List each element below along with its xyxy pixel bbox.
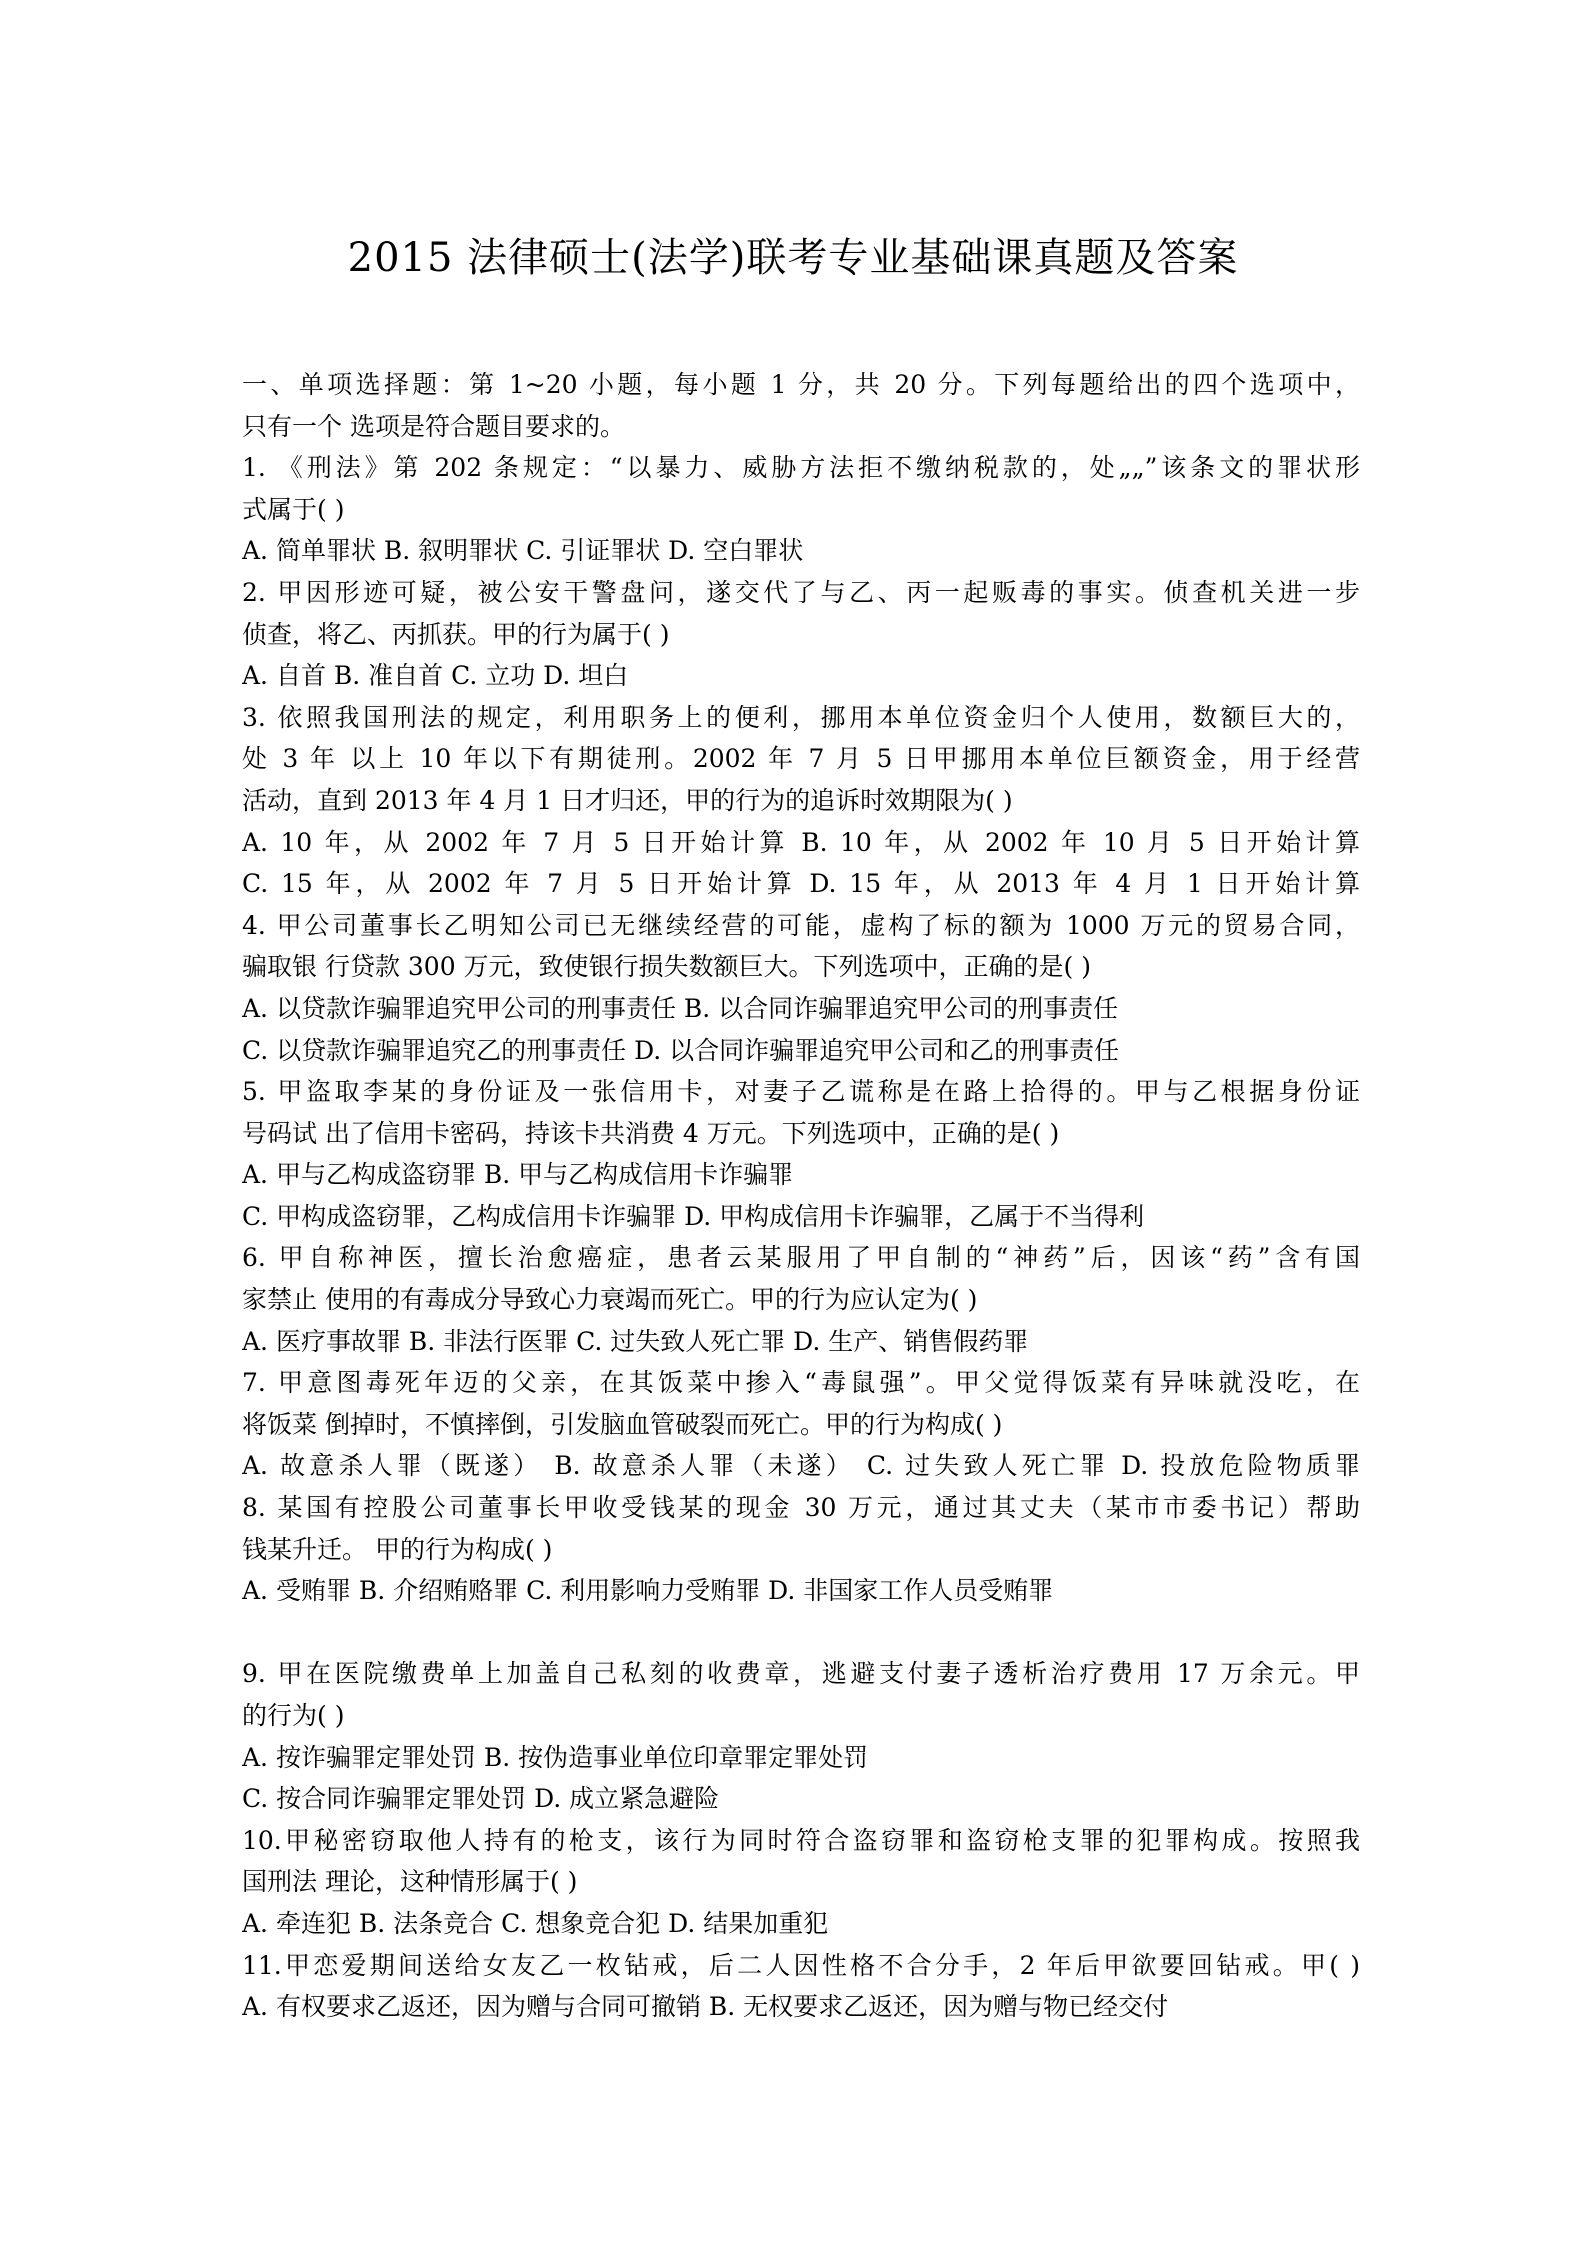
text-line: 11.甲恋爱期间送给女友乙一枚钻戒，后二人因性格不合分手，2 年后甲欲要回钻戒。甲( ) bbox=[242, 1950, 1360, 1980]
document-title: 2015 法律硕士(法学)联考专业基础课真题及答案 bbox=[347, 234, 1239, 281]
text-line: A. 以贷款诈骗罪追究甲公司的刑事责任 B. 以合同诈骗罪追究甲公司的刑事责任 bbox=[242, 993, 1119, 1023]
text-line: 2. 甲因形迹可疑，被公安干警盘问，遂交代了与乙、丙一起贩毒的事实。侦查机关进一步 bbox=[242, 577, 1360, 607]
text-line: C. 15 年，从 2002 年 7 月 5 日开始计算 D. 15 年，从 2013 年 4 月 1 日开始计算 bbox=[242, 869, 1360, 899]
text-line: A. 牵连犯 B. 法条竞合 C. 想象竞合犯 D. 结果加重犯 bbox=[242, 1908, 829, 1938]
text-line: 处 3 年 以上 10 年以下有期徒刑。2002 年 7 月 5 日甲挪用本单位巨额资金，用于经营 bbox=[242, 744, 1360, 774]
text-line: A. 按诈骗罪定罪处罚 B. 按伪造事业单位印章罪定罪处罚 bbox=[242, 1742, 869, 1772]
text-line: 9. 甲在医院缴费单上加盖自己私刻的收费章，逃避支付妻子透析治疗费用 17 万余元。甲 bbox=[242, 1659, 1360, 1689]
text-line: 活动，直到 2013 年 4 月 1 日才归还，甲的行为的追诉时效期限为( ) bbox=[242, 785, 1013, 815]
text-line: C. 按合同诈骗罪定罪处罚 D. 成立紧急避险 bbox=[242, 1784, 720, 1814]
text-line: 8. 某国有控股公司董事长甲收受钱某的现金 30 万元，通过其丈夫（某市市委书记）帮助 bbox=[242, 1493, 1360, 1523]
text-line: A. 10 年，从 2002 年 7 月 5 日开始计算 B. 10 年，从 2002 年 10 月 5 日开始计算 bbox=[242, 827, 1360, 857]
text-line: 一、单项选择题：第 1~20 小题，每小题 1 分，共 20 分。下列每题给出的四个选项中， bbox=[242, 370, 1360, 399]
text-line: 只有一个 选项是符合题目要求的。 bbox=[242, 411, 625, 441]
text-line: A. 简单罪状 B. 叙明罪状 C. 引证罪状 D. 空白罪状 bbox=[242, 536, 804, 566]
text-line: 侦查，将乙、丙抓获。甲的行为属于( ) bbox=[242, 619, 670, 649]
text-line: 骗取银 行贷款 300 万元，致使银行损失数额巨大。下列选项中，正确的是( ) bbox=[242, 952, 1092, 982]
text-line: 国刑法 理论，这种情形属于( ) bbox=[242, 1867, 578, 1897]
blank-line bbox=[242, 1612, 1360, 1654]
text-line: A. 有权要求乙返还，因为赠与合同可撤销 B. 无权要求乙返还，因为赠与物已经交付 bbox=[242, 1992, 1169, 2022]
text-line: C. 以贷款诈骗罪追究乙的刑事责任 D. 以合同诈骗罪追究甲公司和乙的刑事责任 bbox=[242, 1035, 1120, 1065]
text-line: 7. 甲意图毒死年迈的父亲，在其饭菜中掺入“毒鼠强”。甲父觉得饭菜有异味就没吃，在 bbox=[242, 1368, 1360, 1398]
text-line: 6. 甲自称神医，擅长治愈癌症，患者云某服用了甲自制的“神药”后，因该“药”含有国 bbox=[242, 1243, 1360, 1273]
text-line: C. 甲构成盗窃罪，乙构成信用卡诈骗罪 D. 甲构成信用卡诈骗罪，乙属于不当得利 bbox=[242, 1201, 1145, 1231]
text-line: 1. 《刑法》第 202 条规定：“以暴力、威胁方法拒不缴纳税款的，处„„”该条文的罪状形 bbox=[242, 453, 1360, 483]
text-line: A. 甲与乙构成盗窃罪 B. 甲与乙构成信用卡诈骗罪 bbox=[242, 1160, 794, 1190]
text-line: A. 受贿罪 B. 介绍贿赂罪 C. 利用影响力受贿罪 D. 非国家工作人员受贿罪 bbox=[242, 1576, 1054, 1606]
text-line: 将饭菜 倒掉时，不慎摔倒，引发脑血管破裂而死亡。甲的行为构成( ) bbox=[242, 1409, 1003, 1439]
text-line: A. 自首 B. 准自首 C. 立功 D. 坦白 bbox=[242, 661, 629, 691]
text-line: 3. 依照我国刑法的规定，利用职务上的便利，挪用本单位资金归个人使用，数额巨大的， bbox=[242, 702, 1360, 732]
text-line: 式属于( ) bbox=[242, 494, 345, 524]
text-line: 家禁止 使用的有毒成分导致心力衰竭而死亡。甲的行为应认定为( ) bbox=[242, 1285, 978, 1315]
text-line: 4. 甲公司董事长乙明知公司已无继续经营的可能，虚构了标的额为 1000 万元的贸易合同， bbox=[242, 910, 1360, 940]
text-line: A. 医疗事故罪 B. 非法行医罪 C. 过失致人死亡罪 D. 生产、销售假药罪 bbox=[242, 1326, 1029, 1356]
text-line: 号码试 出了信用卡密码，持该卡共消费 4 万元。下列选项中，正确的是( ) bbox=[242, 1118, 1060, 1148]
text-line: 钱某升迁。 甲的行为构成( ) bbox=[242, 1534, 553, 1564]
document-body bbox=[242, 364, 1360, 2028]
text-line: 的行为( ) bbox=[242, 1701, 345, 1730]
text-line: A. 故意杀人罪（既遂） B. 故意杀人罪（未遂） C. 过失致人死亡罪 D. 投放危险物质罪 bbox=[242, 1451, 1360, 1481]
text-line: 10.甲秘密窃取他人持有的枪支，该行为同时符合盗窃罪和盗窃枪支罪的犯罪构成。按照我 bbox=[242, 1825, 1360, 1855]
text-line: 5. 甲盗取李某的身份证及一张信用卡，对妻子乙谎称是在路上拾得的。甲与乙根据身份证 bbox=[242, 1077, 1360, 1107]
